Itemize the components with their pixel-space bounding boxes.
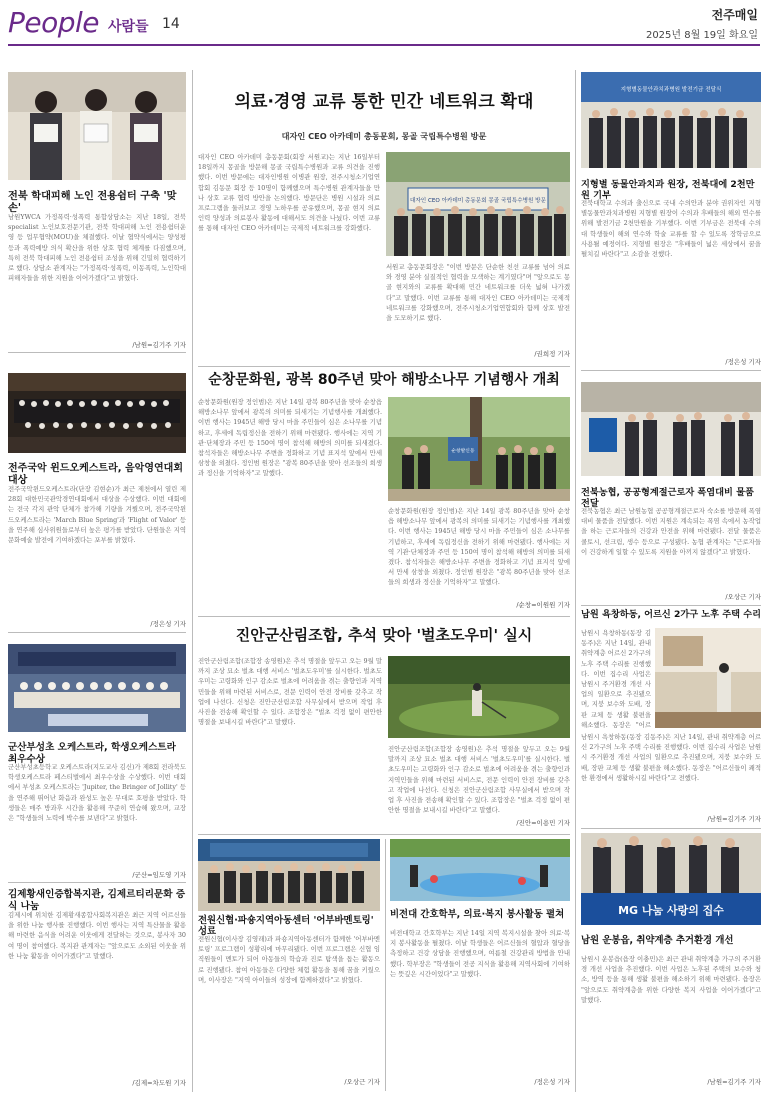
article-byline: /정은성 기자 <box>150 620 186 628</box>
article-headline: 의료·경영 교류 통한 민간 네트워크 확대 <box>234 92 534 112</box>
article-body: 전원신협(이사장 김영래)과 파숑지역아동센터가 함께한 '어부바멘토링' 프로그램이 성황리에 마무리됐다. 이번 프로그램은 신협 임직원들이 멘토가 되어 아동들의 학습과 진로 탐색을 돕는 활동으로 진행됐다. 참여 아동들은 다양한 체험 활동을 통해 꿈을 키웠으며, 이사장은 "지역 아이들의 성장에 함께하겠다"고 밝혔다. <box>198 935 380 984</box>
section-divider <box>581 605 761 606</box>
volunteer-activity-photo <box>390 839 570 901</box>
article-body: 진안군산림조합(조합장 송영원)은 추석 명절을 앞두고 오는 9월 말까지 조상 묘소 벌초 대행 서비스 '벌초도우미'를 실시한다. 벌초도우미는 고령화와 인구 감소로 벌초에 어려움을 겪는 출향인과 지역민들을 위해 마련된 서비스로, 전문 인력이 안전 장비를 갖추고 작업에 나선다. 신청은 진안군산림조합 사무실에서 받으며 작업 후 사진을 전송해 확인할 수 있다. 조합장은 "벌초 걱정 없이 편안한 명절을 보내시길 바란다"고 말했다. <box>198 657 382 727</box>
article-body: 순창문화원(원장 정인범)은 지난 14일 광복 80주년을 맞아 순창읍 해방소나무 앞에서 광복의 의미를 되새기는 기념행사를 개최했다. 이번 행사는 1945년 해방 당시 마을 주민들이 심은 소나무를 기념하고, 후세에 독립정신을 전하기 위해 마련됐다. 행사에는 지역 기관·단체장과 주민 등 150여 명이 참석해 해방의 의미를 되새겼다. 참석자들은 해방소나무 주변을 정화하고 기념 표지석 앞에서 만세 삼창을 외쳤다. 정인범 원장은 "광복 80주년을 맞아 선조들의 희생과 정신을 기억하자"고 말했다. <box>198 398 382 478</box>
article-byline: /진안=이용민 기자 <box>516 819 570 827</box>
article-headline: 김제황새인증합복지관, 김제르티리문화 증식 나눔 <box>8 889 186 912</box>
article-byline: /순창=이원원 기자 <box>516 601 570 609</box>
article-body: 남원시 욕창하동(동장 김동주)은 지난 14일, 관내 취약계층 어르신 2가구의 노후 주택 수리를 진행했다. 이번 집수리 사업은 남원시 주거환경 개선 사업의 일환으로 추진됐으며, 지붕 보수와 도배, 장판 교체 등 생활 불편을 해소했다. 동장은 "어르 <box>581 629 651 728</box>
article-body: 남원시 운봉읍(읍장 이충민)은 최근 관내 취약계층 가구의 주거환경 개선 사업을 추진했다. 이번 사업은 노후된 주택의 보수와 청소, 방역 등을 통해 생활 불편을 해소하기 위해 마련됐다. 읍장은 "앞으로도 취약계층을 위한 다양한 복지 사업을 이어가겠다"고 말했다. <box>581 955 761 1004</box>
grass-cutting-photo <box>388 656 570 738</box>
article-headline: 전원신협·파숑지역아동센터 '어부바멘토링' 성료 <box>198 915 374 938</box>
column-divider <box>385 839 386 1091</box>
masthead <box>0 0 768 46</box>
sign-text: 순창발신동 <box>451 449 475 454</box>
article-headline: 군산부성초 오케스트라, 학생오케스트라 최우수상 <box>8 742 176 765</box>
article-headline: 남원 욕창하동, 어르신 2가구 노후 주택 수리 <box>581 609 761 620</box>
article-body: 비전대학교 간호학부는 지난 14일 지역 복지시설을 찾아 의료·복지 봉사활동을 펼쳤다. 이날 학생들은 어르신들의 혈압과 혈당을 측정하고 건강 상담을 진행했으며, 여름철 건강관리 방법을 안내했다. 학부장은 "학생들이 전공 지식을 활용해 지역사회에 기여하는 뜻깊은 시간이었다"고 말했다. <box>390 929 570 978</box>
mongolia-visit-photo <box>386 152 570 256</box>
section-divider <box>198 834 570 835</box>
article-headline: 전주국악 윈드오케스트라, 음악영연대회 대상 <box>8 463 183 486</box>
article-byline: /오상근 기자 <box>725 593 761 601</box>
section-title: People <box>8 6 100 39</box>
article-byline: /김제=차도원 기자 <box>132 1079 186 1087</box>
pine-tree-ceremony-photo <box>388 397 570 501</box>
mg-donation-photo <box>581 833 761 925</box>
page-number: 14 <box>162 16 180 32</box>
article-headline: 진안군산림조합, 추석 맞아 '벌초도우미' 실시 <box>235 626 533 644</box>
banner-text: MG 나눔 사랑의 집수 <box>618 904 724 917</box>
article-headline: 남원 운봉읍, 취약계층 추거환경 개선 <box>581 935 734 946</box>
article-body: 군산부성초등학교 오케스트라(지도교사 김신)가 제8회 전라북도 학생오케스트라 페스티벌에서 최우수상을 수상했다. 이번 대회에서 부성초 오케스트라는 'Jupiter, the Bringer of Jollity' 등을 연주해 뛰어난 화음과 완성도 높은 무대로 호평을 받았다. 학생들은 매주 방과후 시간을 활용해 꾸준히 연습해 왔으며, 교장은 "학생들의 노력에 박수를 보낸다"고 밝혔다. <box>8 763 186 823</box>
article-body: 김제시에 위치한 김제황새종합사회복지관은 최근 지역 어르신들을 위한 나눔 행사를 진행했다. 이번 행사는 지역 특산물을 활용해 마련한 음식을 어려운 이웃에게 전달하는 것으로, 봉사자 30여 명이 참여했다. 복지관 관계자는 "앞으로도 소외된 이웃을 위한 나눔 활동을 이어가겠다"고 말했다. <box>8 911 186 960</box>
school-orchestra-photo <box>8 644 186 732</box>
mentoring-group-photo <box>198 839 380 911</box>
article-body: 전북농협은 최근 남원농협 공공형계절근로자 숙소를 방문해 폭염 대비 물품을 전달했다. 이번 지원은 계속되는 폭염 속에서 농작업을 하는 근로자들의 건강과 안전을 위해 마련됐다. 전달 물품은 쿨토시, 선크림, 생수 등으로 구성됐다. 농협 관계자는 "근로자들이 건강하게 일할 수 있도록 지원을 아끼지 않겠다"고 밝혔다. <box>581 507 761 556</box>
article-headline: 전북 학대피해 노인 전용쉼터 구축 '맞손' <box>8 191 177 215</box>
article-headline: 비전대 간호학부, 의료·복지 봉사활동 펼쳐 <box>390 909 565 920</box>
article-body: 남원YWCA 가정폭력·성폭력 통합상담소는 지난 18일, 전북specialist 노인보호전문기관, 전북 학대피해 노인 전용쉼터운영 등 업무협약(MOU)을 체결했다. 이날 협약식에서는 양성평등과 폭력예방 의식 확산을 위한 상호 협력 체계를 다짐했으며, 특히 전북 학대피해 노인 전용쉼터 조성을 위해 긴밀히 협력하기로 했다. 상담소 관계자는 "가정폭력·성폭력, 이동폭력, 노인학대 피해자들을 위한 지원을 이어가겠다"고 밝혔다. <box>8 213 186 283</box>
section-divider <box>8 882 186 883</box>
masthead-rule <box>8 44 760 46</box>
article-body-continued: 진안군산림조합(조합장 송영원)은 추석 명절을 앞두고 오는 9월 말까지 조상 묘소 벌초 대행 서비스 '벌초도우미'를 실시한다. 벌초도우미는 고령화와 인구 감소로 벌초에 어려움을 겪는 출향인과 지역민들을 위해 마련된 서비스로, 전문 인력이 안전 장비를 갖추고 작업에 나선다. 신청은 진안군산림조합 사무실에서 받으며 작업 후 사진을 전송해 확인할 수 있다. 조합장은 "벌초 걱정 없이 편안한 명절을 보내시길 바란다"고 말했다. <box>388 745 570 815</box>
section-divider <box>581 370 761 371</box>
article-byline: /정은성 기자 <box>725 358 761 366</box>
article-body: 대자인 CEO 아카데미 총동문회(회장 서원교)는 지난 16일부터 18일까지 몽골을 방문해 몽골 국립특수병원과 교류 의견을 진행했다. 이번 방문에는 대자인병원 이병관 원장, 전주시청소기업연합회 김동문 회장 등 10명이 함께했으며 특수병원 관계자들을 만나 상호 교류 협력 방안을 논의했다. 방문단은 병원 시설과 의료 프로그램을 둘러보고 경영 노하우를 공유했으며, 몽골 현지 의료 인력 양성과 의료봉사 활동에 대해서도 의견을 나눴다. 이번 교류를 통해 대자인 CEO 아카데미는 국제적 네트워크를 강화했다. <box>198 153 380 233</box>
article-subheadline: 대자인 CEO 아카데미 총동문회, 몽골 국립특수병원 방문 <box>281 131 487 141</box>
section-divider <box>198 366 570 367</box>
house-repair-photo <box>655 628 761 728</box>
nonghyup-delivery-photo <box>581 382 761 476</box>
section-title-korean: 사람들 <box>108 19 149 35</box>
article-headline: 지형별 동물안과치과 원장, 전북대에 2천만원 기부 <box>581 179 755 202</box>
article-byline: /정은성 기자 <box>534 1078 570 1086</box>
mou-signing-photo <box>8 72 186 180</box>
article-body: 전주국악윈드오케스트라(단장 김현순)가 최근 제천에서 열린 제28회 대한민국관악경연대회에서 대상을 수상했다. 이번 대회에는 전국 각지 관악 단체가 참가해 기량을 겨뤘으며, 전주국악윈드오케스트라는 'March Blue Spring'과 'Flight of Valor' 등을 연주해 심사위원들로부터 높은 평가를 받았다. 단원들은 지역 문화예술 발전에 기여하겠다는 포부를 밝혔다. <box>8 485 186 545</box>
article-body: 전북대학교 수의과 출신으로 국내 수의안과 분야 권위자인 지형별동물안과치과병원 지형별 원장이 수의과 후배들의 해외 연수를 위해 발전기금 2천만원을 기부했다. 이번 기부금은 전북대 수의대 학생들이 해외 연수와 학술 교류를 할 수 있도록 장학금으로 사용될 예정이다. 지형별 원장은 "후배들이 넓은 세상에서 꿈을 펼치길 바란다"고 소감을 전했다. <box>581 199 761 259</box>
column-divider <box>192 70 193 1092</box>
issue-date: 2025년 8월 19일 화요일 <box>645 30 758 41</box>
donation-ceremony-photo <box>581 72 761 168</box>
article-byline: /남원=김기주 기자 <box>707 1078 761 1086</box>
article-body-continued: 순창문화원(원장 정인범)은 지난 14일 광복 80주년을 맞아 순창읍 해방소나무 앞에서 광복의 의미를 되새기는 기념행사를 개최했다. 이번 행사는 1945년 해방 당시 마을 주민들이 심은 소나무를 기념하고, 후세에 독립정신을 전하기 위해 마련됐다. 행사에는 지역 기관·단체장과 주민 등 150여 명이 참석해 해방의 의미를 되새겼다. 참석자들은 해방소나무 주변을 정화하고 기념 표지석 앞에서 만세 삼창을 외쳤다. 정인범 원장은 "광복 80주년을 맞아 선조들의 희생과 정신을 기억하자"고 말했다. <box>388 507 570 587</box>
column-divider <box>575 70 576 1092</box>
section-divider <box>8 632 186 633</box>
article-body-continued: 남원시 욕창하동(동장 김동주)은 지난 14일, 관내 취약계층 어르신 2가구의 노후 주택 수리를 진행했다. 이번 집수리 사업은 남원시 주거환경 개선 사업의 일환으로 추진됐으며, 지붕 보수와 도배, 장판 교체 등 생활 불편을 해소했다. 동장은 "어르신들이 쾌적한 환경에서 생활하시길 바란다"고 전했다. <box>581 733 761 782</box>
article-headline: 전북농협, 공공형계절근로자 폭염대비 물품 전달 <box>581 487 754 510</box>
banner-text: 대자인 CEO 아카데미 총동문회 몽골 국립특수병원 방문 <box>410 198 546 204</box>
article-body-continued: 서원교 총동문회장은 "이번 방문은 단순한 친선 교류를 넘어 의료와 경영 분야 실질적인 협력을 모색하는 계기였다"며 "앞으로도 몽골 현지와의 교류를 확대해 민간 네트워크를 더욱 넓혀 나가겠다"고 말했다. 이번 교류를 통해 대자인 CEO 아카데미는 국제적 네트워크를 강화했으며, 전주시청소기업연합회와 함께 상호 발전을 도모하기로 했다. <box>386 263 570 323</box>
banner-text: 지형별동물안과치과병원 발전기금 전달식 <box>620 87 722 93</box>
section-divider <box>581 828 761 829</box>
section-divider <box>198 616 570 617</box>
article-byline: /군산=임도영 기자 <box>132 871 186 879</box>
article-byline: /남원=김기주 기자 <box>707 815 761 823</box>
orchestra-photo <box>8 373 186 453</box>
article-headline: 순창문화원, 광복 80주년 맞아 해방소나무 기념행사 개최 <box>208 372 560 388</box>
section-divider <box>8 352 186 353</box>
article-byline: /오상근 기자 <box>344 1078 380 1086</box>
article-byline: /권희정 기자 <box>534 350 570 358</box>
article-byline: /남원=김기주 기자 <box>132 341 186 349</box>
newspaper-name: 전주매일 <box>711 8 758 22</box>
